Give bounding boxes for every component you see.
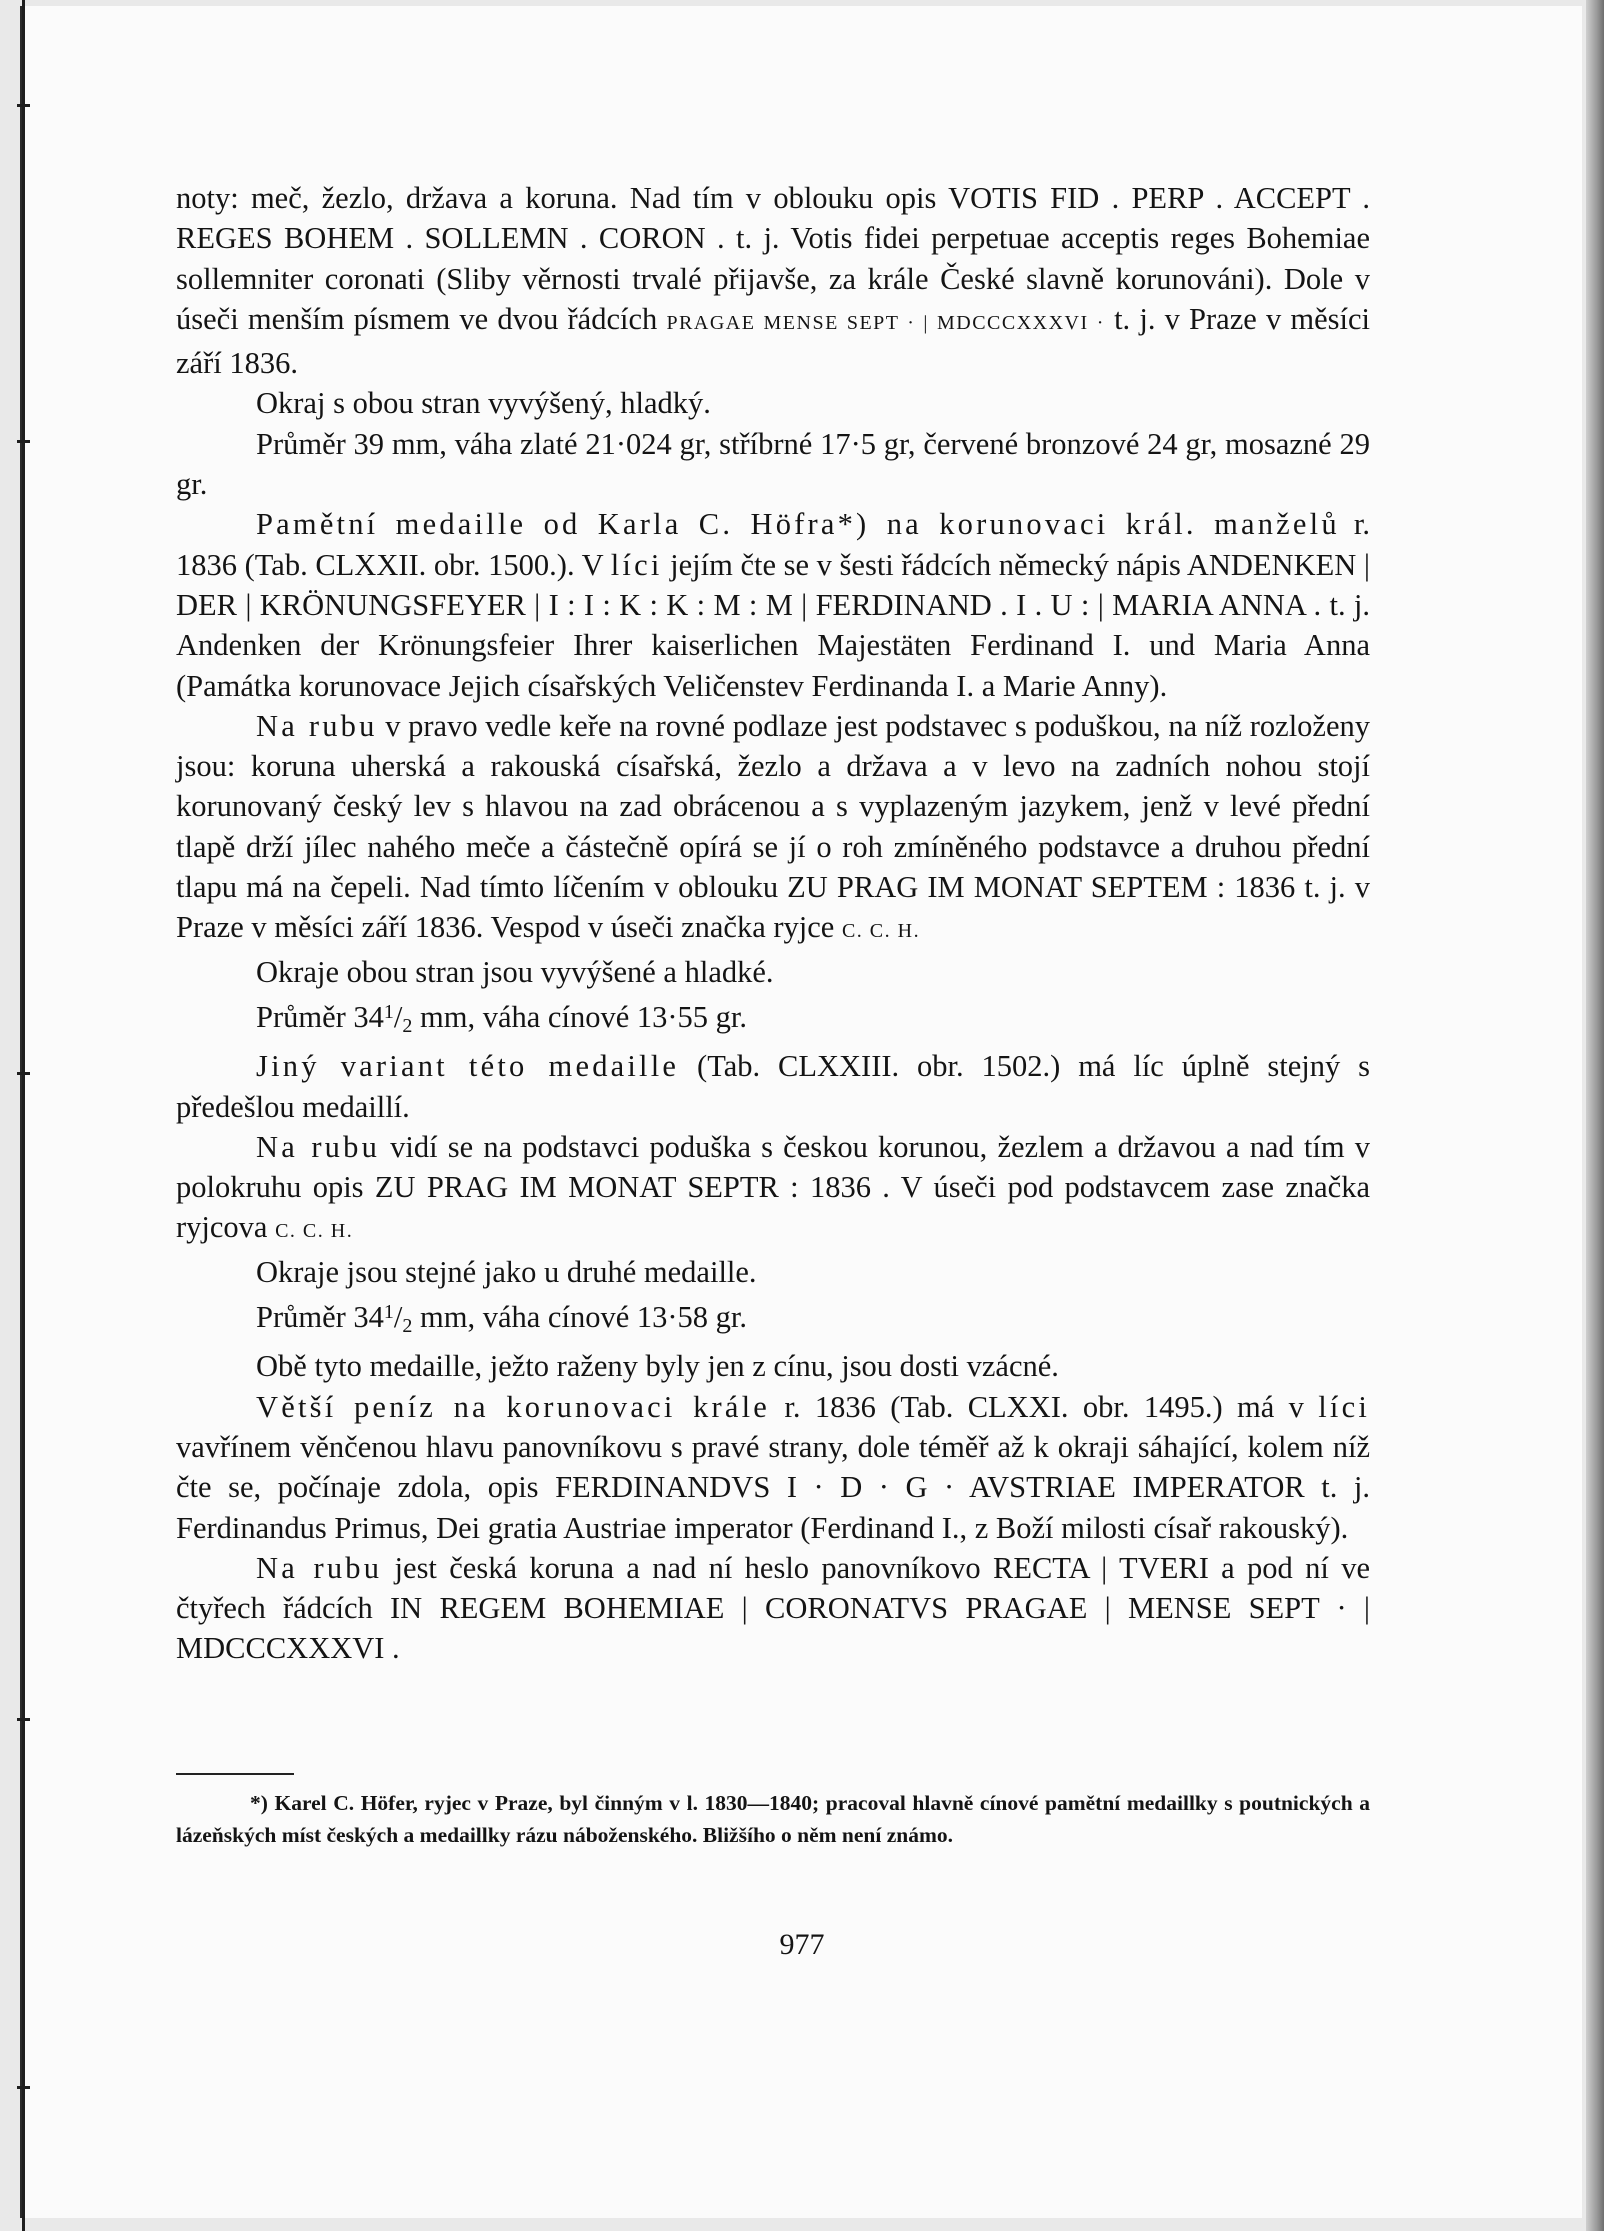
paragraph-p8 [176, 1046, 1370, 1127]
text-run: v pravo vedle keře na rovné podlaze jest podstavec s poduškou, na níž rozloženy jsou: koruna uherská a rakouská císařská, žezlo a država a v levo na zadních nohou stojí korunovaný český lev s hlavou na zad obrácenou a s vyplazeným jazykem, jenž v levé přední tlapě drží jílec nahého meče a částečně opírá se jí o roh zmíněného podstavce a druhou přední tlapu má na čepeli. Nad tímto líčením v oblouku ZU PRAG IM MONAT SEPTEM : 1836 t. j. v Praze v měsíci září 1836. Vespod v úseči značka ryjce [176, 708, 1370, 945]
main-text [176, 178, 1370, 1669]
text-run: jest česká koruna a nad ní heslo panovníkovo RECTA | TVERI a pod ní ve čtyřech řádcích IN REGEM BOHEMIAE | CORONATVS PRAGAE | MENSE SEPT · | MDCCCXXXVI . [176, 1550, 1370, 1666]
text-run: / [393, 1300, 403, 1335]
text-run: mm, váha cínové 13·55 gr. [412, 999, 747, 1034]
footnote [176, 1787, 1370, 1851]
margin-tick [17, 2086, 30, 2089]
text-run: t. j. v Praze v měsíci září 1836. [176, 301, 1371, 381]
paragraph-p12 [176, 1346, 1370, 1386]
text-run: noty: meč, žezlo, država a koruna. Nad tím v oblouku opis VOTIS FID . PERP . ACCEPT . REGES BOHEM . SOLLEMN . CORON . t. j. Votis fidei perpetuae acceptis reges Bohemiae sollemniter coronati (Sliby věrnosti trvalé přijavše, za krále České slavně korunováni). Dole v úseči menším písmem ve dvou řádcích [176, 181, 1370, 336]
text-run: / [393, 999, 403, 1034]
text-run: Obě tyto medaille, ježto raženy byly jen z cínu, jsou dosti vzácné. [256, 1349, 1059, 1384]
text-run: Průměr 34 [256, 1300, 384, 1335]
paragraph-p9 [176, 1127, 1370, 1252]
paragraph-p6 [176, 952, 1370, 992]
text-run: Jiný variant této medaille [256, 1049, 680, 1084]
text-run: mm, váha cínové 13·58 gr. [412, 1300, 747, 1335]
footnote-text: *) Karel C. Höfer, ryjec v Praze, byl činným v l. 1830—1840; pracoval hlavně cínové pamětní medaillky s poutnických a lázeňských míst českých a medaillky rázu náboženského. Bližšího o něm není známo. [176, 1791, 1370, 1847]
text-run: vidí se na podstavci poduška s českou korunou, žezlem a državou a nad tím v polokruhu opis ZU PRAG IM MONAT SEPTR : 1836 . V úseči pod podstavcem zase značka ryjcova [176, 1129, 1370, 1245]
text-run: Okraje obou stran jsou vyvýšené a hladké. [256, 954, 774, 989]
text-run: Na rubu [256, 1550, 383, 1585]
text-run: Pamětní medaille od Karla C. Höfra*) na korunovaci král. manželů [256, 507, 1340, 542]
page-right-edge-shadow [1586, 0, 1604, 2231]
text-run: Průměr 34 [256, 999, 384, 1034]
text-run: PRAGAE MENSE SEPT · | MDCCCXXXVI · [666, 311, 1105, 334]
text-run: Průměr 39 mm, váha zlaté 21·024 gr, stříbrné 17·5 gr, červené bronzové 24 gr, mosazné 29 gr. [176, 426, 1370, 502]
paragraph-p11 [176, 1292, 1370, 1346]
paragraph-p1 [176, 178, 1370, 383]
text-run: r. 1836 (Tab. CLXXII. obr. 1500.). V [176, 507, 1370, 582]
text-run: Na rubu [256, 708, 378, 743]
text-run: C. C. H. [275, 1220, 354, 1243]
paragraph-p10 [176, 1252, 1370, 1292]
text-run: 2 [402, 1014, 413, 1037]
page-spine-edge [22, 0, 25, 2231]
paragraph-p13 [176, 1387, 1370, 1548]
paragraph-p2 [176, 383, 1370, 423]
paragraph-p7 [176, 992, 1370, 1046]
paragraph-p5 [176, 706, 1370, 952]
text-run: r. 1836 (Tab. CLXXI. obr. 1495.) má v [770, 1389, 1319, 1424]
text-run: jejím čte se v šesti řádcích německý nápis ANDENKEN | DER | KRÖNUNGSFEYER | I : I : K : K : M : M | FERDINAND . I . U : | MARIA ANNA . t. j. Andenken der Krönungsfeier Ihrer kaiserlichen Majestäten Ferdinand I. und Maria Anna (Památka korunovace Jejich císařských Veličenstev Ferdinanda I. a Marie Anny). [176, 547, 1370, 703]
text-run: 2 [402, 1315, 413, 1338]
margin-tick [17, 104, 30, 107]
paragraph-p4 [176, 504, 1370, 705]
text-run: líci [610, 547, 663, 582]
paragraph-p14 [176, 1548, 1370, 1669]
paragraph-p3 [176, 424, 1370, 505]
text-run: 1 [383, 1301, 394, 1324]
margin-tick [17, 440, 30, 443]
text-run: 1 [383, 1000, 394, 1023]
margin-tick [17, 1072, 30, 1075]
text-run: Okraje jsou stejné jako u druhé medaille. [256, 1254, 757, 1289]
text-run: vavřínem věnčenou hlavu panovníkovu s pravé strany, dole téměř až k okraji sáhající, kolem níž čte se, počínaje zdola, opis FERDINANDVS I · D · G · AVSTRIAE IMPERATOR t. j. Ferdinandus Primus, Dei gratia Austriae imperator (Ferdinand I., z Boží milosti císař rakouský). [176, 1429, 1370, 1545]
page-number: 977 [779, 1928, 825, 1961]
text-run: Větší peníz na korunovaci krále [256, 1389, 771, 1424]
text-run: C. C. H. [841, 920, 921, 943]
footnote-separator [176, 1773, 294, 1775]
text-run: Na rubu [256, 1129, 381, 1164]
text-run: Okraj s obou stran vyvýšený, hladký. [256, 386, 711, 421]
text-run: (Tab. CLXXIII. obr. 1502.) má líc úplně stejný s předešlou medaillí. [176, 1049, 1370, 1124]
margin-tick [17, 1718, 30, 1721]
text-run: líci [1318, 1389, 1371, 1424]
